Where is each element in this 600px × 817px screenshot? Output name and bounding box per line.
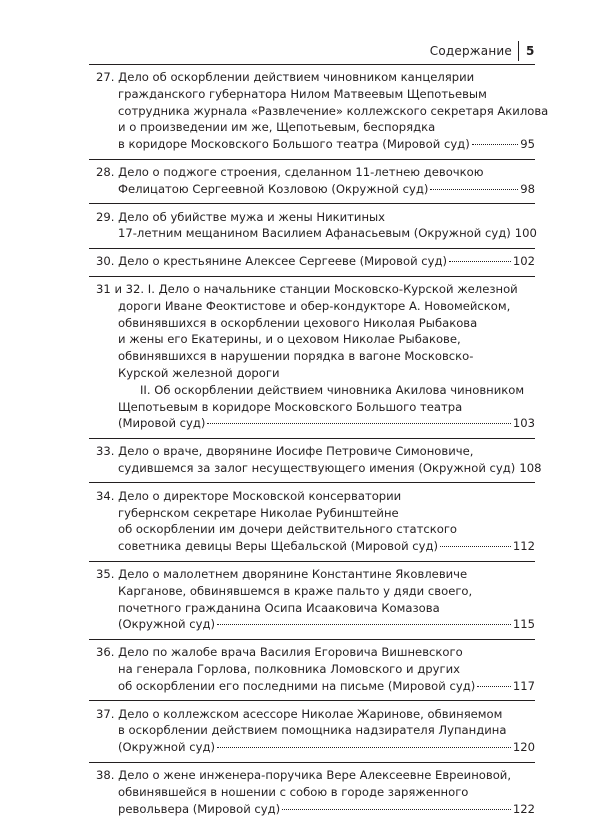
entry-separator [89,561,535,562]
entry-separator [89,276,535,277]
toc-entry [96,281,535,432]
toc-entry-line: обвинявшихся в нарушении порядка в вагоне Московско- [118,349,474,364]
toc-entry-line: Курской железной дороги [118,365,280,380]
toc-entry-line: II. Об оскорблении действием чиновника Акилова чиновником [140,382,525,397]
toc-entry [96,69,549,153]
toc-entry-line: губернском секретаре Николае Рубинштейне [118,505,399,520]
toc-entry-line: Дело о враче, дворянине Иосифе Петровиче Симоновиче, [118,444,474,459]
toc-entry [96,644,535,694]
toc-entry-number: 28. [96,165,115,179]
toc-entry-line: Фелицатою Сергеевной Козловою (Окружной суд) [118,181,429,196]
toc-entry-line: советника девицы Веры Щебальской (Мировой суд) [118,539,439,554]
toc-entry-line: Дело о жене инженера-поручика Вере Алексеевне Евреиновой, [118,768,512,782]
toc-entry-number: 35. [96,567,115,581]
toc-entry [96,566,535,633]
leader-dots [440,546,511,547]
toc-entry-line: Дело о малолетнем дворянине Константине Яковлевиче [118,567,468,581]
toc-entry-line: обвинявшейся в ношении с собою в городе заряженного [118,784,469,799]
toc-entry [96,253,535,270]
entry-separator [89,203,535,204]
toc-entry-line: Дело о крестьянине Алексее Сергееве (Мировой суд) [118,254,448,269]
toc-entry-page: 103 [512,416,535,431]
toc-entry-line: об оскорблении его последними на письме (Мировой суд) [118,678,476,693]
toc-entry-line: Дело о коллежском асессоре Николае Жаринове, обвиняемом [118,706,503,721]
toc-entry-line: на генерала Горлова, полковника Ломовского и других [118,661,460,676]
entry-separator [89,248,535,249]
toc-entry-page: 108 [519,460,542,475]
toc-entry-line: дороги Иване Феоктистове и обер-кондукторе А. Новомейском, [118,298,511,313]
toc-entry-line: Дело о директоре Московской консерватории [118,488,402,503]
toc-entry [96,488,535,555]
toc-entry-page: 122 [512,801,535,816]
leader-dots [282,809,511,810]
running-header-title: Содержание [429,44,512,58]
toc-entry-line: Дело об оскорблении действием чиновником канцелярии [118,70,475,84]
leader-dots [449,261,511,262]
toc-entry-line: (Окружной суд) [118,617,215,632]
toc-entry-line: в оскорблении действием помощника надзирателя Лупандина [118,723,507,738]
toc-entry-line: Щепотьевым в коридоре Московского Большого театра [118,399,463,414]
toc-entry [96,706,535,756]
toc-entry-page: 112 [512,539,535,554]
toc-entry-number: 33. [96,444,115,459]
toc-entry-line: Дело об убийстве мужа и жены Никитиных [118,209,386,224]
entry-separator [89,159,535,160]
toc-entry-number: 29. [96,209,115,224]
toc-entry [96,443,542,477]
page-number: 5 [526,44,535,58]
toc-entry-line: почетного гражданина Осипа Исааковича Комазова [118,600,440,615]
leader-dots [217,624,511,625]
toc-entry-number: 37. [96,706,115,721]
toc-entry-line: сотрудника журнала «Развлечение» коллежского секретаря Акилова [118,103,549,118]
toc-entry-line: обвинявшихся в оскорблении цехового Николая Рыбакова [118,315,478,330]
toc-entry-number: 31 и 32. [96,282,145,296]
toc-entry-page: 98 [520,181,535,196]
leader-dots [217,747,511,748]
toc-entry-number: 38. [96,768,115,782]
entry-separator [89,482,535,483]
toc-entry-line: судившемся за залог несуществующего имения (Окружной суд) [118,460,516,475]
toc-entry-line: 17-летним мещанином Василием Афанасьевым (Окружной суд) [118,226,511,241]
toc-entry-line: Дело по жалобе врача Василия Егоровича Вишневского [118,645,463,660]
header-rule [89,64,535,65]
toc-entry-page: 117 [512,678,535,693]
toc-entry-line: гражданского губернатора Нилом Матвеевым Щепотьевым [118,86,487,101]
entry-separator [89,762,535,763]
toc-entry-line: (Окружной суд) [118,740,215,755]
toc-entry-number: 27. [96,70,115,84]
entry-separator [89,700,535,701]
leader-dots [430,189,518,190]
toc-entry-line: в коридоре Московского Большого театра (Мировой суд) [118,137,470,152]
toc-entry-line: и жены его Екатерины, и о цеховом Николае Рыбакове, [118,332,461,347]
toc-entry [96,209,535,243]
entry-separator [89,639,535,640]
toc-entry-page: 120 [512,740,535,755]
leader-dots [477,686,511,687]
header-divider [518,41,519,61]
toc-entry-line: об оскорблении им дочери действительного статского [118,522,458,537]
toc-entry-line: Карганове, обвинявшемся в краже пальто у дяди своего, [118,583,473,598]
toc-entry-page: 115 [512,617,535,632]
toc-entry-page: 95 [520,137,535,152]
toc-entry-line: Дело о поджоге строения, сделанном 11-летнею девочкою [118,165,484,179]
leader-dots [472,144,519,145]
toc-entry-line: (Мировой суд) [118,416,206,431]
toc-entry-line: и о произведении им же, Щепотьевым, беспорядка [118,120,436,135]
toc-entry-page: 102 [512,254,535,269]
toc-entry-line: револьвера (Мировой суд) [118,801,281,816]
entry-separator [89,438,535,439]
toc-entry [96,767,535,817]
toc-entry [96,164,535,198]
toc-entry-number: 34. [96,488,115,503]
toc-entry-number: 30. [96,254,115,269]
toc-entry-page: 100 [514,226,537,241]
toc-entry-number: 36. [96,645,115,660]
toc-entry-line: I. Дело о начальнике станции Московско-Курской железной [147,282,518,296]
leader-dots [207,423,510,424]
